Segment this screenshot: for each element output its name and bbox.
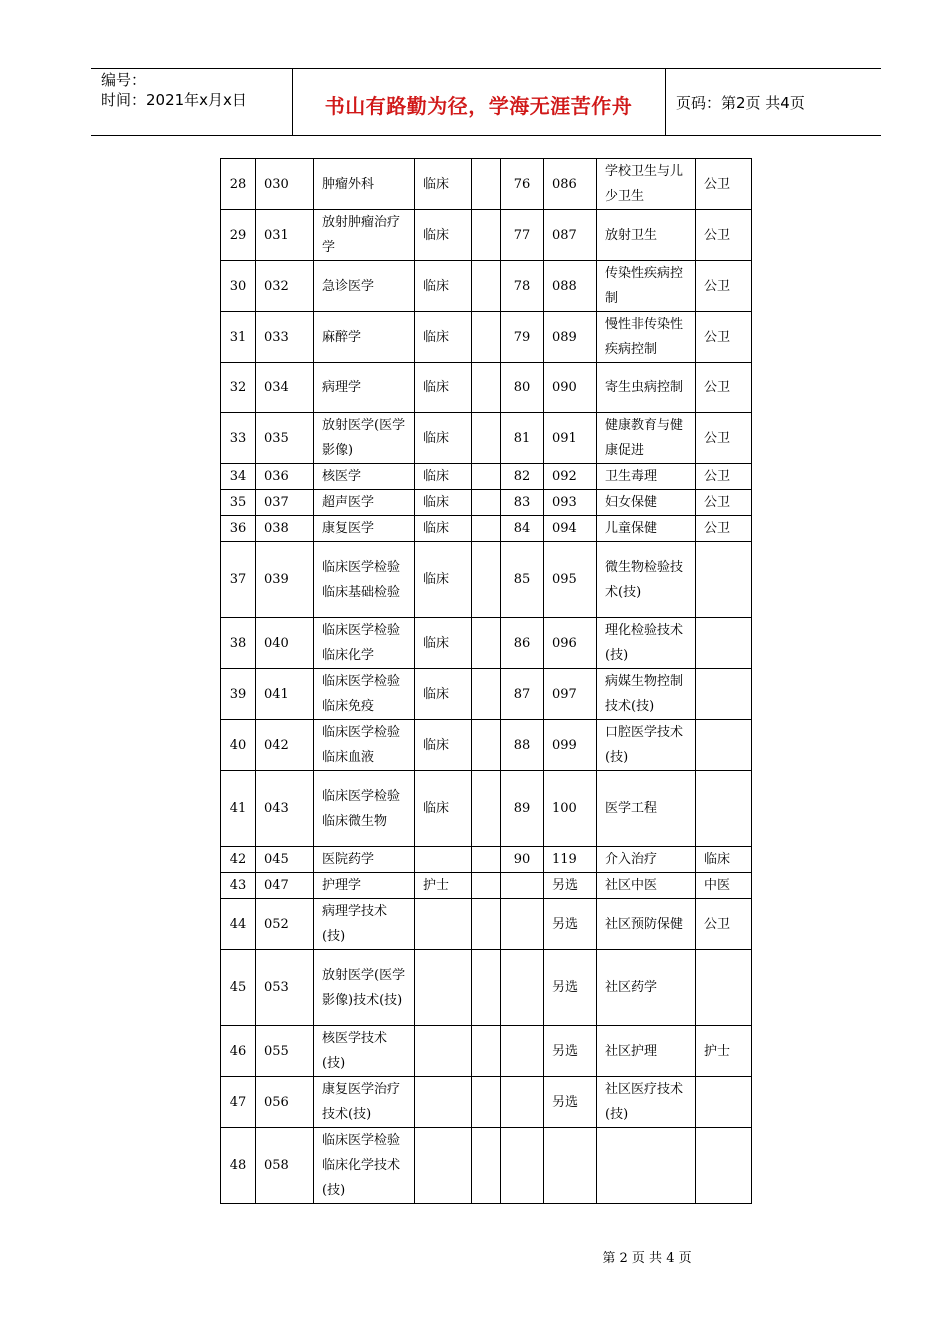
right-number-cell: 77: [501, 210, 544, 261]
left-code-cell: 038: [256, 516, 314, 542]
left-code-cell: 037: [256, 490, 314, 516]
left-name-cell: 放射医学(医学影像)技术(技): [314, 950, 415, 1026]
left-type-cell: 临床: [415, 669, 472, 720]
left-number-cell: 40: [221, 720, 256, 771]
left-type-cell: 临床: [415, 363, 472, 413]
right-type-cell: 公卫: [696, 413, 752, 464]
left-code-cell: 053: [256, 950, 314, 1026]
right-type-cell: [696, 720, 752, 771]
left-type-cell: [415, 950, 472, 1026]
gap-cell: [472, 1026, 501, 1077]
left-name-cell: 康复医学: [314, 516, 415, 542]
left-type-cell: [415, 1128, 472, 1204]
left-code-cell: 041: [256, 669, 314, 720]
right-number-cell: [501, 873, 544, 899]
right-number-cell: 88: [501, 720, 544, 771]
table-row: [221, 1026, 752, 1077]
left-number-cell: 43: [221, 873, 256, 899]
left-number-cell: 42: [221, 847, 256, 873]
left-name-cell: 临床医学检验临床免疫: [314, 669, 415, 720]
right-code-cell: 096: [544, 618, 597, 669]
gap-cell: [472, 413, 501, 464]
right-number-cell: 85: [501, 542, 544, 618]
right-number-cell: [501, 899, 544, 950]
right-number-cell: 90: [501, 847, 544, 873]
right-name-cell: 社区护理: [597, 1026, 696, 1077]
left-code-cell: 039: [256, 542, 314, 618]
left-type-cell: 临床: [415, 542, 472, 618]
left-number-cell: 28: [221, 159, 256, 210]
left-name-cell: 临床医学检验临床微生物: [314, 771, 415, 847]
left-code-cell: 033: [256, 312, 314, 363]
left-type-cell: 临床: [415, 159, 472, 210]
table-row: [221, 1077, 752, 1128]
right-number-cell: [501, 1128, 544, 1204]
right-code-cell: 119: [544, 847, 597, 873]
right-type-cell: 公卫: [696, 210, 752, 261]
left-type-cell: 临床: [415, 771, 472, 847]
header-time-label: 时间：2021年x月x日: [101, 91, 247, 109]
right-name-cell: 介入治疗: [597, 847, 696, 873]
left-code-cell: 052: [256, 899, 314, 950]
right-number-cell: 84: [501, 516, 544, 542]
left-number-cell: 31: [221, 312, 256, 363]
left-code-cell: 035: [256, 413, 314, 464]
right-number-cell: 81: [501, 413, 544, 464]
right-number-cell: [501, 950, 544, 1026]
header-top-rule: [91, 68, 881, 69]
right-name-cell: 微生物检验技术(技): [597, 542, 696, 618]
right-code-cell: 另选: [544, 1077, 597, 1128]
table-row: [221, 413, 752, 464]
right-type-cell: [696, 542, 752, 618]
gap-cell: [472, 516, 501, 542]
gap-cell: [472, 210, 501, 261]
gap-cell: [472, 1128, 501, 1204]
header-page-label: 页码：第2页 共4页: [676, 94, 805, 112]
right-name-cell: 社区医疗技术(技): [597, 1077, 696, 1128]
left-name-cell: 康复医学治疗技术(技): [314, 1077, 415, 1128]
right-number-cell: [501, 1077, 544, 1128]
table-row: [221, 159, 752, 210]
right-name-cell: 慢性非传染性疾病控制: [597, 312, 696, 363]
gap-cell: [472, 542, 501, 618]
gap-cell: [472, 720, 501, 771]
left-name-cell: 核医学: [314, 464, 415, 490]
left-number-cell: 33: [221, 413, 256, 464]
left-name-cell: 核医学技术(技): [314, 1026, 415, 1077]
left-name-cell: 临床医学检验临床基础检验: [314, 542, 415, 618]
right-number-cell: 87: [501, 669, 544, 720]
table-row: [221, 363, 752, 413]
left-type-cell: 临床: [415, 210, 472, 261]
left-code-cell: 055: [256, 1026, 314, 1077]
table-row: [221, 516, 752, 542]
left-type-cell: [415, 847, 472, 873]
left-name-cell: 放射医学(医学影像): [314, 413, 415, 464]
left-name-cell: 临床医学检验临床化学技术(技): [314, 1128, 415, 1204]
table-row: [221, 490, 752, 516]
page-footer: [0, 1247, 950, 1266]
left-type-cell: 临床: [415, 464, 472, 490]
right-type-cell: 公卫: [696, 899, 752, 950]
right-code-cell: 095: [544, 542, 597, 618]
table-row: [221, 1128, 752, 1204]
table-row: [221, 771, 752, 847]
right-name-cell: 社区预防保健: [597, 899, 696, 950]
right-code-cell: 092: [544, 464, 597, 490]
right-code-cell: 另选: [544, 899, 597, 950]
table-row: [221, 950, 752, 1026]
header-motto: 书山有路勤为径，学海无涯苦作舟: [324, 94, 633, 118]
left-type-cell: 临床: [415, 413, 472, 464]
left-number-cell: 35: [221, 490, 256, 516]
left-code-cell: 058: [256, 1128, 314, 1204]
gap-cell: [472, 618, 501, 669]
gap-cell: [472, 490, 501, 516]
right-name-cell: 医学工程: [597, 771, 696, 847]
left-code-cell: 042: [256, 720, 314, 771]
left-type-cell: 临床: [415, 516, 472, 542]
right-name-cell: 口腔医学技术(技): [597, 720, 696, 771]
left-code-cell: 036: [256, 464, 314, 490]
right-code-cell: 099: [544, 720, 597, 771]
right-type-cell: [696, 771, 752, 847]
footer-page-number: 第 2 页 共 4 页: [602, 1251, 692, 1266]
left-number-cell: 47: [221, 1077, 256, 1128]
right-name-cell: 儿童保健: [597, 516, 696, 542]
right-type-cell: 中医: [696, 873, 752, 899]
left-number-cell: 34: [221, 464, 256, 490]
left-name-cell: 病理学: [314, 363, 415, 413]
right-type-cell: [696, 950, 752, 1026]
specialty-table: [220, 158, 752, 1204]
left-number-cell: 38: [221, 618, 256, 669]
specialty-table-body: [221, 159, 752, 1204]
table-row: [221, 669, 752, 720]
gap-cell: [472, 312, 501, 363]
left-type-cell: [415, 1077, 472, 1128]
right-number-cell: 80: [501, 363, 544, 413]
right-number-cell: 79: [501, 312, 544, 363]
right-number-cell: 86: [501, 618, 544, 669]
right-code-cell: 097: [544, 669, 597, 720]
left-number-cell: 46: [221, 1026, 256, 1077]
left-name-cell: 急诊医学: [314, 261, 415, 312]
right-name-cell: 卫生毒理: [597, 464, 696, 490]
left-name-cell: 护理学: [314, 873, 415, 899]
left-code-cell: 045: [256, 847, 314, 873]
left-number-cell: 41: [221, 771, 256, 847]
left-type-cell: 临床: [415, 312, 472, 363]
left-number-cell: 45: [221, 950, 256, 1026]
right-type-cell: [696, 1077, 752, 1128]
right-name-cell: 理化检验技术(技): [597, 618, 696, 669]
table-row: [221, 618, 752, 669]
right-type-cell: [696, 669, 752, 720]
left-number-cell: 44: [221, 899, 256, 950]
right-name-cell: 寄生虫病控制: [597, 363, 696, 413]
left-name-cell: 临床医学检验临床血液: [314, 720, 415, 771]
gap-cell: [472, 1077, 501, 1128]
left-code-cell: 030: [256, 159, 314, 210]
right-number-cell: 82: [501, 464, 544, 490]
table-row: [221, 464, 752, 490]
gap-cell: [472, 261, 501, 312]
table-row: [221, 873, 752, 899]
right-name-cell: 病媒生物控制技术(技): [597, 669, 696, 720]
table-row: [221, 542, 752, 618]
table-row: [221, 847, 752, 873]
left-name-cell: 超声医学: [314, 490, 415, 516]
left-name-cell: 放射肿瘤治疗学: [314, 210, 415, 261]
gap-cell: [472, 899, 501, 950]
right-name-cell: [597, 1128, 696, 1204]
table-row: [221, 210, 752, 261]
left-type-cell: [415, 899, 472, 950]
right-code-cell: 另选: [544, 873, 597, 899]
left-code-cell: 034: [256, 363, 314, 413]
right-name-cell: 学校卫生与儿少卫生: [597, 159, 696, 210]
left-code-cell: 031: [256, 210, 314, 261]
right-number-cell: 78: [501, 261, 544, 312]
left-number-cell: 32: [221, 363, 256, 413]
gap-cell: [472, 771, 501, 847]
left-number-cell: 39: [221, 669, 256, 720]
right-code-cell: 100: [544, 771, 597, 847]
right-name-cell: 健康教育与健康促进: [597, 413, 696, 464]
left-type-cell: 临床: [415, 261, 472, 312]
gap-cell: [472, 159, 501, 210]
right-code-cell: [544, 1128, 597, 1204]
left-code-cell: 056: [256, 1077, 314, 1128]
right-code-cell: 089: [544, 312, 597, 363]
header-meta: [101, 70, 247, 110]
left-type-cell: [415, 1026, 472, 1077]
left-number-cell: 29: [221, 210, 256, 261]
right-type-cell: [696, 1128, 752, 1204]
left-name-cell: 麻醉学: [314, 312, 415, 363]
right-name-cell: 社区药学: [597, 950, 696, 1026]
right-type-cell: 公卫: [696, 363, 752, 413]
left-number-cell: 37: [221, 542, 256, 618]
right-code-cell: 093: [544, 490, 597, 516]
right-number-cell: [501, 1026, 544, 1077]
left-type-cell: 临床: [415, 618, 472, 669]
right-code-cell: 090: [544, 363, 597, 413]
left-name-cell: 临床医学检验临床化学: [314, 618, 415, 669]
right-code-cell: 另选: [544, 1026, 597, 1077]
left-code-cell: 032: [256, 261, 314, 312]
right-type-cell: 护士: [696, 1026, 752, 1077]
right-code-cell: 087: [544, 210, 597, 261]
header-divider-right: [665, 68, 666, 135]
right-code-cell: 094: [544, 516, 597, 542]
right-type-cell: 公卫: [696, 490, 752, 516]
left-code-cell: 047: [256, 873, 314, 899]
left-name-cell: 肿瘤外科: [314, 159, 415, 210]
right-code-cell: 088: [544, 261, 597, 312]
header-bottom-rule: [91, 135, 881, 136]
right-type-cell: 公卫: [696, 159, 752, 210]
right-name-cell: 社区中医: [597, 873, 696, 899]
left-code-cell: 040: [256, 618, 314, 669]
right-type-cell: [696, 618, 752, 669]
table-row: [221, 899, 752, 950]
right-type-cell: 公卫: [696, 464, 752, 490]
right-type-cell: 公卫: [696, 261, 752, 312]
right-code-cell: 086: [544, 159, 597, 210]
right-number-cell: 76: [501, 159, 544, 210]
gap-cell: [472, 847, 501, 873]
left-name-cell: 病理学技术(技): [314, 899, 415, 950]
left-number-cell: 30: [221, 261, 256, 312]
right-name-cell: 放射卫生: [597, 210, 696, 261]
left-number-cell: 48: [221, 1128, 256, 1204]
left-code-cell: 043: [256, 771, 314, 847]
right-code-cell: 091: [544, 413, 597, 464]
table-row: [221, 720, 752, 771]
right-type-cell: 临床: [696, 847, 752, 873]
left-name-cell: 医院药学: [314, 847, 415, 873]
gap-cell: [472, 873, 501, 899]
gap-cell: [472, 669, 501, 720]
right-code-cell: 另选: [544, 950, 597, 1026]
table-row: [221, 261, 752, 312]
left-type-cell: 临床: [415, 490, 472, 516]
header-number-label: 编号：: [101, 71, 147, 89]
gap-cell: [472, 950, 501, 1026]
right-number-cell: 83: [501, 490, 544, 516]
right-type-cell: 公卫: [696, 312, 752, 363]
gap-cell: [472, 363, 501, 413]
right-number-cell: 89: [501, 771, 544, 847]
right-name-cell: 妇女保健: [597, 490, 696, 516]
right-type-cell: 公卫: [696, 516, 752, 542]
left-type-cell: 临床: [415, 720, 472, 771]
left-number-cell: 36: [221, 516, 256, 542]
left-type-cell: 护士: [415, 873, 472, 899]
right-name-cell: 传染性疾病控制: [597, 261, 696, 312]
gap-cell: [472, 464, 501, 490]
table-row: [221, 312, 752, 363]
